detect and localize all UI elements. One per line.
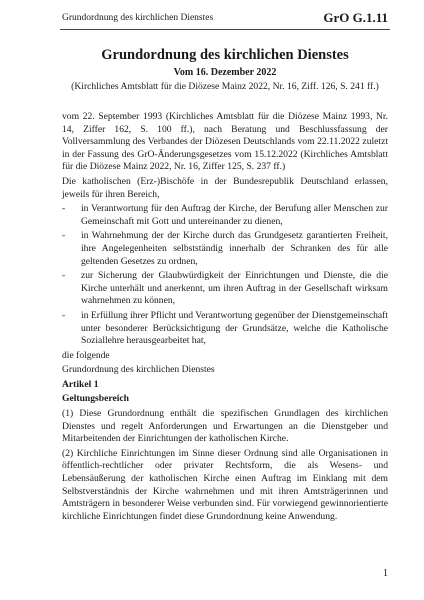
- list-item: [62, 270, 388, 308]
- document-title: Grundordnung des kirchlichen Dienstes: [101, 47, 349, 63]
- closing-line: die folgende: [62, 349, 110, 361]
- article-paragraph: (2) Kirchliche Einrichtungen im Sinne dieser Ordnung sind alle Organisationen in öffentlich-rechtlicher oder privater Rechtsform, die als Wesens- und Lebensäußerung der katholischen Kirche einen Auftrag im Einklang mit dem Selbstverständnis der Kirche wahrnehmen und mit ihren Amtsträgerinnen und Amtsträgern in besonderer Weise verbunden sind. Für vorwiegend gewinnorientierte kirchliche Einrichtungen findet diese Grundordnung keine Anwendung.: [62, 447, 388, 522]
- header-rule: [60, 29, 390, 30]
- intro-paragraph: Die katholischen (Erz-)Bischöfe in der Bundesrepublik Deutschland erlassen, jeweils für ihren Bereich,: [62, 175, 388, 200]
- list-item: [62, 230, 388, 268]
- purpose-list: [62, 203, 388, 348]
- article-title: Geltungsbereich: [62, 393, 129, 405]
- page-number: 1: [383, 568, 388, 579]
- list-item-text: in Erfüllung ihrer Pflicht und Verantwortung gegenüber der Dienstgemeinschaft unter besonderer Berücksichtigung der Grundsätze, welche die Katholische Soziallehre herausgearbeitet hat,: [81, 309, 388, 347]
- list-dash: -: [62, 203, 66, 215]
- list-dash: -: [62, 230, 66, 242]
- running-header-code: GrO G.1.11: [323, 10, 388, 25]
- list-dash: -: [62, 270, 66, 282]
- centered-title: Grundordnung des kirchlichen Dienstes: [62, 364, 215, 376]
- list-item-text: in Verantwortung für den Auftrag der Kirche, der Berufung aller Menschen zur Gemeinschaft mit Gott und untereinander zu dienen,: [81, 203, 388, 227]
- list-item-text: in Wahrnehmung der der Kirche durch das Grundgesetz garantierten Freiheit, ihre Angelegenheiten selbstständig innerhalb der Schranken des für alle geltenden Gesetzes zu ordnen,: [81, 230, 388, 267]
- list-dash: -: [62, 309, 66, 321]
- document-body: [62, 111, 388, 525]
- running-header-title: Grundordnung des kirchlichen Dienstes: [62, 13, 214, 23]
- document-date: Vom 16. Dezember 2022: [173, 67, 277, 78]
- document-source: (Kirchliches Amtsblatt für die Diözese Mainz 2022, Nr. 16, Ziff. 126, S. 241 ff.): [71, 81, 379, 92]
- list-item: [62, 203, 388, 228]
- article-paragraph: (1) Diese Grundordnung enthält die spezifischen Grundlagen des kirchlichen Dienstes und regelt Anforderungen und Erwartungen an die Dienstgeber und Mitarbeitenden der Einrichtungen der katholischen Kirche.: [62, 408, 388, 445]
- list-item: [62, 310, 388, 348]
- preamble-paragraph: vom 22. September 1993 (Kirchliches Amtsblatt für die Diözese Mainz 1993, Nr. 14, Ziffer 162, S. 100 ff.), nach Beratung und Beschlussfassung der Vollversammlung des Verbandes der Diözesen Deutschlands vom 22.11.2022 zuletzt in der Fassung des GrO-Änderungsgesetzes vom 15.12.2022 (Kirchliches Amtsblatt für die Diözese Mainz 2022, Nr. 16, Ziffer 125, S. 237 ff.): [62, 111, 388, 173]
- list-item-text: zur Sicherung der Glaubwürdigkeit der Einrichtungen und Dienste, die die Kirche unterhält und anerkennt, um ihren Auftrag in der Gesellschaft wirksam wahrnehmen zu können,: [81, 270, 388, 307]
- article-number: Artikel 1: [62, 378, 99, 390]
